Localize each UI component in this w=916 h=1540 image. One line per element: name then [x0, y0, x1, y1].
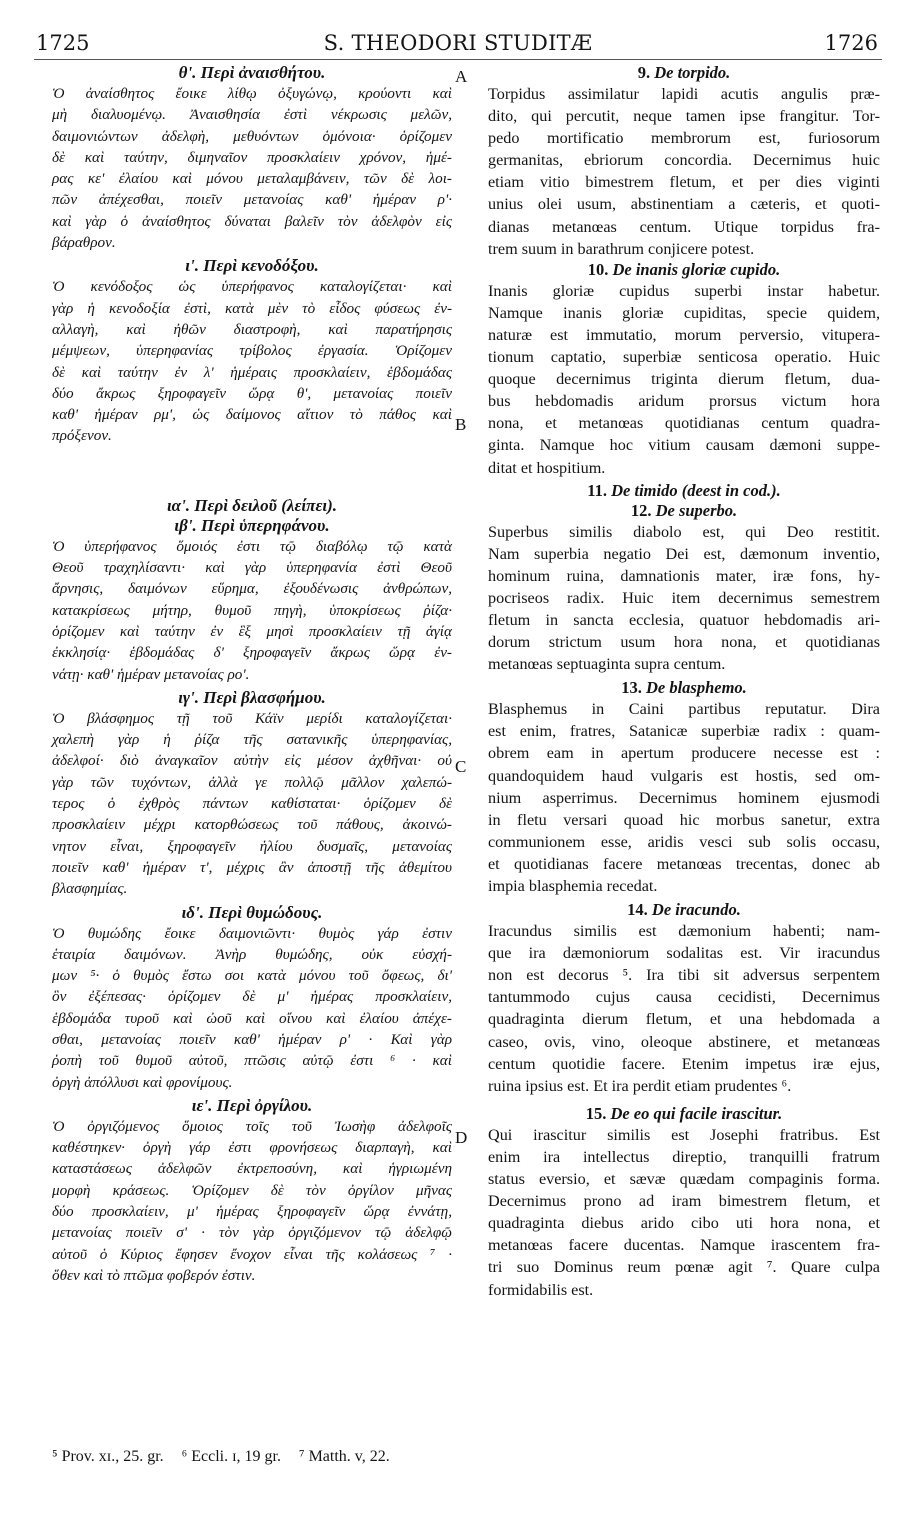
footnote-6: ⁶ Eccli. ɪ, 19 gr. [181, 1448, 281, 1465]
text-line: Ὁ θυμώδης ἔοικε δαιμονιῶντι· θυμὸς γάρ ἐστιν [52, 924, 452, 942]
text-line: ruina ipsius est. Et ira perdit etiam prudentes ⁶. [488, 1076, 792, 1095]
greek-paragraph-13 [52, 708, 452, 900]
text-line: σθαι, μετανοίας ποιεῖν καθ' ἡμέραν ρ' · Καὶ γὰρ [52, 1030, 452, 1048]
text-line: centum quotidie facere. Etenim impetus iræ ejus, [488, 1054, 880, 1073]
text-line: ὅθεν καὶ τὸ πτῶμα φοβερόν ἐστιν. [52, 1266, 256, 1284]
text-line: Iracundus similis est dæmonium habenti; nam- [488, 922, 880, 941]
text-line: etiam vitio bimestrem fletum, et per dies viginti [488, 173, 880, 192]
margin-letter-d: D [455, 1128, 468, 1147]
latin-heading-11-number: 11. [587, 480, 608, 500]
text-line: καὶ γὰρ ὁ ἀναίσθητος δύναται βαλεῖν τὸν ἀδελφὸν εἰς [52, 212, 452, 230]
text-line: μέμψεων, ὑπερηφανίας τρίβολος ἐργασία. Ὁρίζομεν [52, 342, 452, 360]
running-title: S. THEODORI STUDITÆ [323, 31, 593, 55]
latin-heading-9-title: De torpido. [654, 63, 731, 82]
column-number-left: 1725 [36, 31, 90, 55]
text-line: pocriseos radix. Huic item decernimus semestrem [488, 588, 880, 607]
text-line: νητον εἶναι, ξηροφαγεῖν ἡλίου δυσμαῖς, μετανοίας [52, 837, 452, 855]
text-line: δὲ καὶ ταύτην, διμηναῖον προσκλαίειν χρόνον, ἡμέ- [52, 148, 452, 166]
text-line: καθέστηκεν· ὀργὴ γάρ ἐστι φρονήσεως διαρπαγὴ, καὶ [52, 1139, 452, 1157]
text-line: germanitas, ebriorum concordia. Decernimus huic [488, 151, 880, 170]
text-line: ginta. Namque hoc vitium causam dæmoni suppe- [488, 436, 880, 455]
text-line: δύο ἄκρως ξηροφαγεῖν ὥρᾳ θ', μετανοίας ποιεῖν [52, 384, 452, 402]
text-line: naturæ est immutatio, morum perversio, vitupera- [488, 325, 880, 344]
latin-heading-12-title: De superbo. [655, 500, 738, 520]
text-line: Inanis gloriæ cupidus superbi instar habetur. [488, 281, 880, 300]
text-line: βλασφημίας. [52, 880, 128, 898]
latin-paragraph-15 [488, 1124, 880, 1301]
text-line: pedo mortificatio membrorum est, furiosorum [488, 129, 880, 148]
text-line: μετανοίας ποιεῖν σ' · τὸν γὰρ ὀργιζόμενον τῷ ἀδελφῷ [52, 1224, 452, 1242]
text-line: Ὁ ὑπερήφανος ὅμοιός ἐστι τῷ διαβόλῳ τῷ κατὰ [52, 537, 452, 555]
latin-heading-11 [488, 481, 880, 501]
text-line: metanœas facere ducentas. Namque irascentem fra- [488, 1236, 880, 1255]
text-line: καταστάσεως ἀδελφῶν ἐκτρεποσύνη, καὶ ἡγριωμένη [52, 1160, 452, 1178]
text-line: quoque decernimus triginta dierum fletum, dua- [488, 370, 880, 389]
text-line: καθ' ἡμέραν ρμ', ὡς δαίμονος αἴτιον τὸ πάθος καὶ [52, 406, 452, 424]
latin-heading-10-number: 10. [587, 259, 609, 279]
text-line: bus hebdomadis aridum prorsus victum hora [488, 392, 880, 411]
text-line: ρας κε' ἐλαίου καὶ μόνου μεταλαμβάνειν, τῶν δὲ λοι- [52, 170, 452, 188]
text-line: in fletu versari quoad hic morbus sanetur, extra [488, 810, 880, 829]
margin-letter-b: B [455, 415, 467, 434]
text-line: χαλεπὴ γὰρ ἡ ῥίζα τῆς σατανικῆς ὑπερηφανίας, [52, 731, 452, 749]
text-line: formidabilis est. [488, 1280, 594, 1299]
text-line: ἄρνησις, δαιμόνων εὕρημα, ἐξουδένωσις ἀνθρώπων, [52, 580, 452, 598]
greek-paragraph-14 [52, 923, 452, 1093]
text-line: αλλαγὴ, καὶ ἠθῶν διαστροφὴ, καὶ παρατήρησις [52, 320, 452, 338]
text-line: κατακρίσεως μήτηρ, θυμοῦ πηγὴ, ὑποκρίσεως ῥίζα· [52, 601, 452, 619]
greek-column [52, 63, 452, 1286]
text-line: Qui irascitur similis est Josephi fratribus. Est [488, 1125, 880, 1144]
latin-column [488, 63, 880, 1301]
text-line: μων ⁵· ὁ θυμὸς ἔστω σοι κατὰ μόνου τοῦ ὄφεως, δι' [52, 967, 452, 985]
text-line: νάτῃ· καθ' ἡμέραν μετανοίας ρο'. [52, 665, 250, 683]
text-line: Nam superbia negatio Dei est, dæmonum inventio, [488, 544, 880, 563]
text-line: est enim, fratres, Satanicæ superbiæ radix : quam- [488, 722, 880, 741]
footnote-5: ⁵ Prov. xɪ., 25. gr. [52, 1448, 164, 1465]
column-number-right: 1726 [824, 31, 878, 55]
page-header [0, 0, 916, 60]
text-line: tri suo Dominus reum pœnæ agit ⁷. Quare culpa [488, 1258, 880, 1277]
text-line: δὲ καὶ ταύτην ἐν λ' ἡμέραις προσκλαίειν, ἑβδομάδας [52, 363, 452, 381]
latin-heading-14 [488, 900, 880, 920]
latin-heading-10 [488, 260, 880, 280]
latin-paragraph-14 [488, 920, 880, 1097]
text-line: Ὁ ὀργιζόμενος ὅμοιος τοῖς τοῦ Ἰωσὴφ ἀδελφοῖς [52, 1117, 452, 1135]
text-line: Blasphemus in Caini partibus reputatur. Dira [488, 700, 880, 719]
text-line: quadraginta diebus arido cibo uti hora nona, et [488, 1214, 880, 1233]
greek-heading-15: ιε'. Περὶ ὀργίλου. [191, 1095, 313, 1115]
text-line: non est decorus ⁵. Ira tibi sit adversus serpentem [488, 966, 880, 985]
text-line: nona, et metanœas quotidianas centum quadra- [488, 414, 880, 433]
greek-paragraph-10 [52, 276, 452, 446]
text-line: αὐτοῦ ὁ Κύριος ἔφησεν ἔνοχον εἶναι τῆς κολάσεως ⁷ · [52, 1245, 452, 1263]
greek-paragraph-9 [52, 83, 452, 253]
latin-heading-14-number: 14. [627, 900, 648, 920]
text-line: μορφὴ κράσεως. Ὁρίζομεν δὲ τὸν ὀργίλον μῆνας [52, 1181, 452, 1199]
text-line: unius olei usum, abstinentiam a cæteris, et quoti- [488, 195, 880, 214]
text-line: πρόξενον. [52, 427, 112, 445]
latin-heading-15 [488, 1104, 880, 1124]
latin-heading-11-title: De timido (deest in cod.). [611, 480, 781, 500]
margin-letter-a: A [455, 67, 468, 86]
text-line: βάραθρον. [52, 234, 116, 252]
text-line: Namque inanis gloriæ cupiditas, specie quidem, [488, 303, 880, 322]
text-line: metanœas septuaginta supra centum. [488, 655, 726, 674]
greek-heading-11: ια'. Περὶ δειλοῦ (λείπει). [166, 495, 338, 515]
text-line: Superbus similis diabolo est, qui Deo restitit. [488, 522, 880, 541]
text-line: hominum ruina, damnationis mater, iræ fons, hy- [488, 566, 880, 585]
text-line: Ὁ βλάσφημος τῇ τοῦ Κάϊν μερίδι καταλογίζεται· [52, 709, 452, 727]
text-line: tantummodo cujus causa cecidisti, Decernimus [488, 988, 880, 1007]
text-line: Ὁ κενόδοξος ὡς ὑπερήφανος καταλογίζεται· καὶ [52, 278, 452, 296]
footnote-7: ⁷ Matth. v, 22. [299, 1448, 390, 1465]
text-line: γὰρ ἡ κενοδοξία ἐστὶ, κατὰ μὲν τὸ εἶδος φύσεως ἐν- [52, 299, 452, 317]
latin-heading-9-number: 9. [637, 63, 651, 82]
text-line: caseo, ovis, vino, oleoque abstinere, et metanœas [488, 1032, 880, 1051]
text-line: quandoquidem haud vulgaris est hostis, sed om- [488, 766, 880, 785]
text-line: ἑβδομάδα τυροῦ καὶ ὠοῦ καὶ οἴνου καὶ ἐλαίου ἀπέχε- [52, 1009, 452, 1027]
greek-heading-12: ιβ'. Περὶ ὑπερηφάνου. [174, 515, 330, 535]
latin-heading-13-title: De blasphemo. [645, 678, 747, 698]
text-line: ὁρίζομεν καὶ ταύτην ἐν ἓξ μησὶ προσκλαίειν τῇ ἁγίᾳ [52, 622, 452, 640]
text-line: ditat et hospitium. [488, 458, 606, 477]
latin-paragraph-9 [488, 83, 880, 260]
text-line: ἐκκλησίᾳ· ἑβδομάδας δ' ξηροφαγεῖν ἄκρως ὥρᾳ ἐν- [52, 644, 452, 662]
text-line: obrem eam in apertum producere necesse est : [488, 744, 880, 763]
text-line: status eversio, et sævæ quædam compaginis forma. [488, 1170, 880, 1189]
text-line: nium asperrimus. Decernimus hominem ejusmodi [488, 788, 880, 807]
greek-paragraph-12 [52, 536, 452, 685]
latin-heading-13-number: 13. [621, 678, 642, 698]
text-line: Θεοῦ τραχηλίσαντι· καὶ γὰρ ὑπερηφανία ἐστὶ Θεοῦ [52, 559, 452, 577]
greek-heading-9: θ'. Περὶ ἀναισθήτου. [178, 63, 326, 82]
latin-heading-12 [488, 501, 880, 521]
latin-paragraph-10 [488, 280, 880, 479]
text-line: Torpidus assimilatur lapidi acutis angulis præ- [488, 85, 880, 103]
latin-paragraph-13 [488, 698, 880, 897]
text-line: Decernimus prono ad iram bimestrem fletum, et [488, 1192, 880, 1211]
text-line: προσκλαίειν μέχρι κατορθώσεως τοῦ πάθους, ἀκοινώ- [52, 816, 452, 834]
text-line: ἑταιρία δαιμόνων. Ἀνὴρ θυμώδης, οὐκ εὐσχή- [52, 945, 452, 963]
text-line: ὃν ἐξέπεσας· ὁρίζομεν δὲ μ' ἡμέρας προσκλαίειν, [52, 988, 452, 1006]
text-line: δαιμονιώντων ἀδελφὴ, μεθυόντων ὁμόνοια· ὁρίζομεν [52, 127, 452, 145]
text-line: Ὁ ἀναίσθητος ἔοικε λίθῳ ὀξυγώνῳ, κρούοντι καὶ [52, 85, 452, 102]
greek-heading-10: ι'. Περὶ κενοδόξου. [185, 256, 319, 276]
text-line: dito, qui percutit, neque tamen ipse frangitur. Tor- [488, 107, 880, 126]
margin-letter-c: C [455, 757, 467, 776]
latin-heading-15-title: De eo qui facile irascitur. [610, 1103, 783, 1123]
text-line: πῶν ἀπέχεσθαι, ποιεῖν μετανοίας καθ' ἡμέραν ρ'· [52, 191, 452, 209]
text-line: trem suum in barathrum conjicere potest. [488, 239, 755, 258]
latin-paragraph-12 [488, 521, 880, 676]
text-line: τερος ὁ ἐχθρὸς πάντων καθίσταται· ὁρίζομεν δὲ [52, 795, 452, 813]
latin-heading-14-title: De iracundo. [651, 900, 741, 920]
greek-paragraph-15 [52, 1116, 452, 1286]
latin-heading-13 [488, 678, 880, 698]
latin-heading-9 [488, 63, 880, 83]
text-line: μὴ διαλυομένῳ. Ἀναισθησία ἐστὶ νέκρωσις μελῶν, [52, 106, 452, 124]
text-line: fletum in sancta ecclesia, quatuor hebdomadis ari- [488, 610, 880, 629]
text-line: ποιεῖν καθ' ἡμέραν τ', μέχρις ἂν ἀποστῇ τῆς ἀθεμίτου [52, 858, 452, 876]
text-line: δύο προσκλαίειν, μ' ἡμέρας ξηροφαγεῖν ὥρᾳ ἐννάτῃ, [52, 1203, 452, 1221]
text-line: ἀδελφοί· διὸ ἀναγκαῖον αὐτὴν εἰς μέσον ἀχθῆναι· οὐ [52, 752, 452, 770]
text-line: que ira dæmoniorum sodalitas est. Vir iracundus [488, 944, 880, 963]
latin-heading-15-number: 15. [585, 1103, 607, 1123]
greek-heading-14: ιδ'. Περὶ θυμώδους. [181, 902, 323, 922]
text-line: impia blasphemia recedat. [488, 877, 658, 895]
text-line: tionum captatio, superbiæ senticosa operatio. Huic [488, 348, 880, 367]
greek-heading-13: ιγ'. Περὶ βλασφήμου. [178, 687, 326, 707]
footnotes [52, 1448, 404, 1466]
latin-heading-12-number: 12. [630, 500, 652, 520]
text-line: ῥοπὴ τοῦ θυμοῦ αὐτοῦ, πτῶσις αὐτῷ ἐστι ⁶ · καὶ [52, 1052, 452, 1070]
text-line: ὀργὴ ἀπόλλυσι καὶ φρονίμους. [52, 1073, 233, 1091]
text-line: dorum strictum usum hora nona, et quotidianas [488, 633, 880, 652]
text-line: communionem esse, aridis vesci sub solis occasu, [488, 832, 880, 851]
text-line: enim ira intellectus direptio, tranquilli fratrum [488, 1147, 880, 1166]
header-rule [34, 59, 882, 60]
text-line: et quotidianas facere metanœas trecentas, donec ab [488, 854, 880, 873]
text-line: dianas metanœas centum. Utique torpidus fra- [488, 217, 880, 236]
latin-heading-10-title: De inanis gloriæ cupido. [612, 259, 781, 279]
text-line: quadraginta dierum fletum, et una hebdomada a [488, 1010, 880, 1029]
text-line: γὰρ τῶν τυχόντων, ἀλλὰ γε πολλῷ μᾶλλον χαλεπώ- [52, 773, 452, 791]
